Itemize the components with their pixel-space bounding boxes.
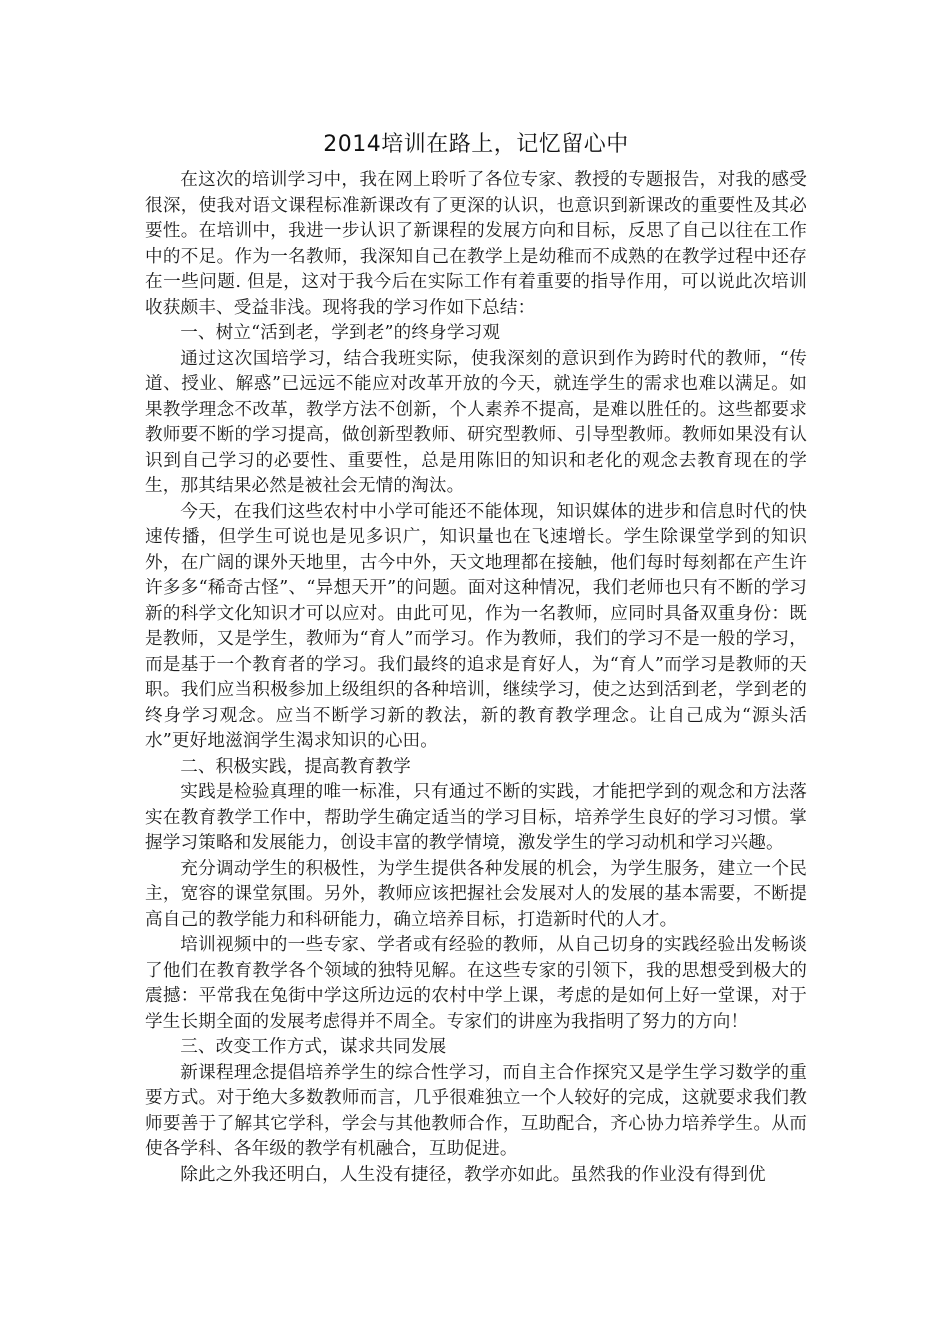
paragraph: 实践是检验真理的唯一标准，只有通过不断的实践，才能把学到的观念和方法落实在教育教学工作中，帮助学生确定适当的学习目标，培养学生良好的学习习惯。掌握学习策略和发展能力，创设丰富的教学情境，激发学生的学习动机和学习兴趣。 [145, 782, 807, 853]
section-heading-2: 二、积极实践，提高教育教学 [180, 756, 411, 777]
section-heading-1: 一、树立“活到老，学到老”的终身学习观 [180, 323, 501, 343]
paragraph-intro: 在这次的培训学习中，我在网上聆听了各位专家、教授的专题报告，对我的感受很深，使我对语文课程标准新课改有了更深的认识，也意识到新课改的重要性及其必要性。在培训中，我进一步认识了新课程的发展方向和目标，反思了自己以往在工作中的不足。作为一名教师，我深知自己在教学上是幼稚而不成熟的在教学过程中还存在一些问题. 但是，这对于我今后在实际工作有着重要的指导作用，可以说此次培训收获颇丰、受益非浅。现将我的学习作如下总结： [145, 170, 807, 318]
paragraph: 除此之外我还明白，人生没有捷径，教学亦如此。虽然我的作业没有得到优 [180, 1164, 766, 1185]
paragraph: 新课程理念提倡培养学生的综合性学习，而自主合作探究又是学生学习数学的重要方式。对于绝大多数教师而言，几乎很难独立一个人较好的完成，这就要求我们教师要善于了解其它学科，学会与其他教师合作，互助配合，齐心协力培养学生。从而使各学科、各年级的教学有机融合，互助促进。 [145, 1062, 807, 1159]
paragraph: 通过这次国培学习，结合我班实际，使我深刻的意识到作为跨时代的教师，“传道、授业、解惑”已远远不能应对改革开放的今天，就连学生的需求也难以满足。如果教学理念不改革，教学方法不创新，个人素养不提高，是难以胜任的。这些都要求教师要不断的学习提高，做创新型教师、研究型教师、引导型教师。教师如果没有认识到自己学习的必要性、重要性，总是用陈旧的知识和老化的观念去教育现在的学生，那其结果必然是被社会无情的淘汰。 [145, 348, 807, 496]
paragraph: 培训视频中的一些专家、学者或有经验的教师，从自己切身的实践经验出发畅谈了他们在教育教学各个领域的独特见解。在这些专家的引领下，我的思想受到极大的震撼：平常我在兔街中学这所边远的农村中学上课，考虑的是如何上好一堂课，对于学生长期全面的发展考虑得并不周全。专家们的讲座为我指明了努力的方向！ [145, 935, 807, 1032]
section-heading-3: 三、改变工作方式，谋求共同发展 [180, 1037, 447, 1057]
document-title: 2014培训在路上，记忆留心中 [323, 132, 629, 157]
paragraph: 充分调动学生的积极性，为学生提供各种发展的机会，为学生服务，建立一个民主，宽容的课堂氛围。另外，教师应该把握社会发展对人的发展的基本需要，不断提高自己的教学能力和科研能力，确立培养目标，打造新时代的人才。 [145, 858, 807, 930]
paragraph: 今天，在我们这些农村中小学可能还不能体现，知识媒体的进步和信息时代的快速传播，但学生可说也是见多识广，知识量也在飞速增长。学生除课堂学到的知识外，在广阔的课外天地里，古今中外，天文地理都在接触，他们每时每刻都在产生许许多多“稀奇古怪”、“异想天开”的问题。面对这种情况，我们老师也只有不断的学习新的科学文化知识才可以应对。由此可见，作为一名教师，应同时具备双重身份：既是教师，又是学生，教师为“育人”而学习。作为教师，我们的学习不是一般的学习，而是基于一个教育者的学习。我们最终的追求是育好人，为“育人”而学习是教师的天职。我们应当积极参加上级组织的各种培训，继续学习，使之达到活到老，学到老的终身学习观念。应当不断学习新的教法，新的教育教学理念。让自己成为“源头活水”更好地滋润学生渴求知识的心田。 [145, 501, 807, 751]
document-body [145, 128, 807, 1188]
